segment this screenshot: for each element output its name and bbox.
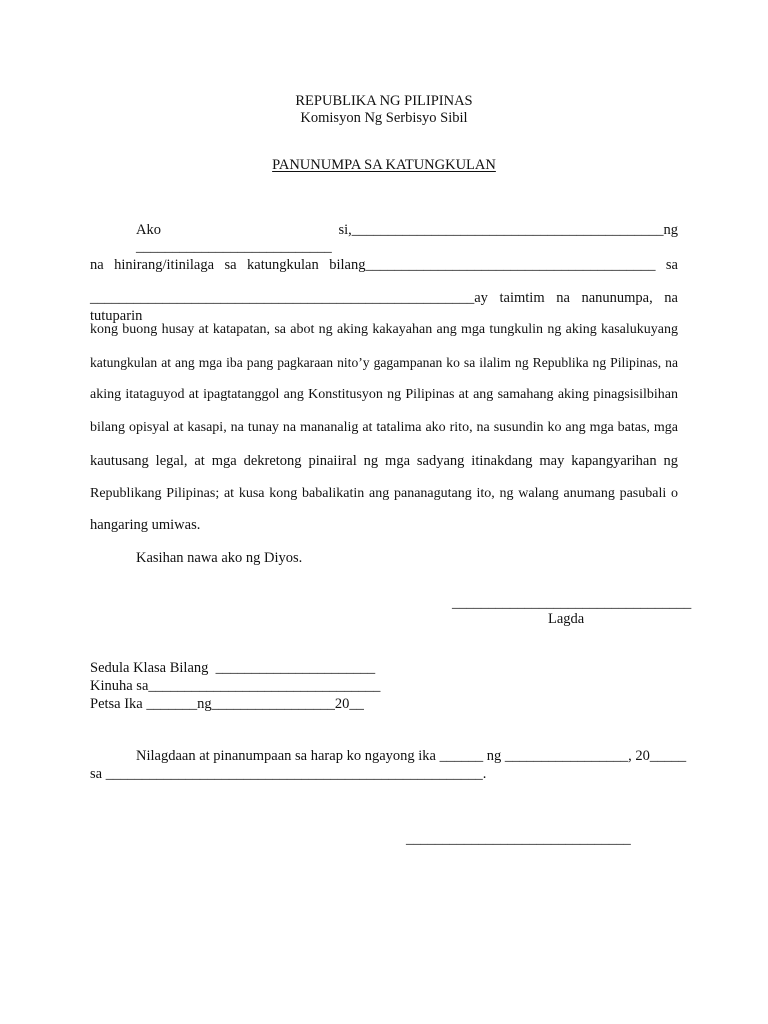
page-title: PANUNUMPA SA KATUNGKULAN <box>272 157 496 173</box>
commission-heading: Komisyon Ng Serbisyo Sibil <box>300 110 468 126</box>
oath-line-2: na hinirang/itinilaga sa katungkulan bilang________________________________________ sa <box>90 257 678 273</box>
signature-label: Lagda <box>548 611 585 627</box>
oath-line-3: _____________________________________________________ay taimtim na nanunumpa, na tutuparin <box>90 290 678 324</box>
oath-line-6: aking itataguyod at ipagtatanggol ang Konstitusyon ng Pilipinas at ang samahang aking pinagsisilbihan <box>90 387 678 402</box>
attestation-line-1: Nilagdaan at pinanumpaan sa harap ko ngayong ika ______ ng _________________, 20_____ <box>136 748 687 764</box>
cedula-date: Petsa Ika _______ng_________________20__ <box>90 696 364 712</box>
oath-line-9: Republikang Pilipinas; at kusa kong babalikatin ang pananagutang ito, ng walang anumang pasubali o <box>90 486 678 501</box>
cedula-number: Sedula Klasa Bilang ______________________ <box>90 660 376 676</box>
attestation-line-2: sa ____________________________________________________. <box>90 766 487 782</box>
oath-line-8: kautusang legal, at mga dekretong pinaiiral ng mga sadyang itinakdang may kapangyarihan ng <box>90 453 678 469</box>
oath-line-7: bilang opisyal at kasapi, na tunay na mananalig at tatalima ako rito, na susundin ko ang mga batas, mga <box>90 420 678 435</box>
oath-line-5: katungkulan at ang mga iba pang pagkaraan nito’y gagampanan ko sa ilalim ng Republika ng Pilipinas, na <box>90 355 678 370</box>
oath-line-4: kong buong husay at katapatan, sa abot ng aking kakayahan ang mga tungkulin ng aking kasalukuyang <box>90 322 678 337</box>
officer-signature-line: _______________________________ <box>406 831 631 847</box>
closing-blessing: Kasihan nawa ako ng Diyos. <box>136 550 303 566</box>
oath-line-1: Ako si,___________________________________________ng ___________________________ <box>136 222 678 255</box>
signature-line: _________________________________ <box>452 595 692 611</box>
oath-line-10: hangaring umiwas. <box>90 517 201 533</box>
republic-heading: REPUBLIKA NG PILIPINAS <box>295 93 473 109</box>
cedula-taken-at: Kinuha sa________________________________ <box>90 678 381 694</box>
